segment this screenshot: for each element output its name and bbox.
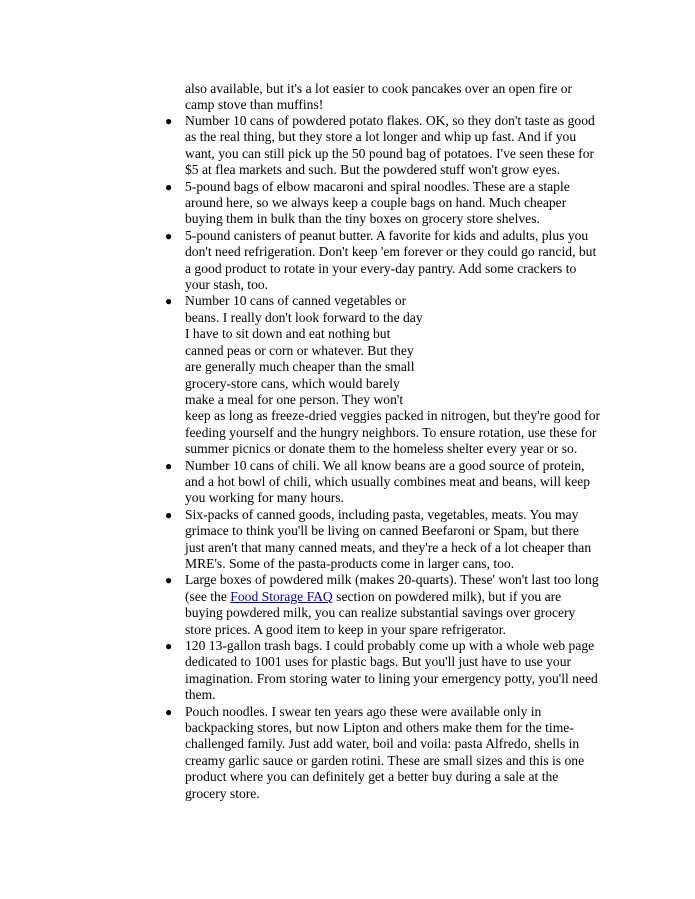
bullet-icon: ●	[165, 704, 173, 719]
list-item	[165, 293, 601, 457]
list-item	[165, 457, 600, 507]
bullet-icon: ●	[165, 294, 173, 309]
item-text: Six-packs of canned goods, including pasta, vegetables, meats. You may grimace to think you'll be living on canned Beefaroni or Spam, but there just aren't that many canned meats, and they're a heck of a lot cheaper than MRE's. Some of the pasta-products come in larger cans, too.	[185, 506, 592, 571]
list-item	[165, 638, 600, 704]
continuation-paragraph: also available, but it's a lot easier to cook pancakes over an open fire or camp stove than muffins!	[185, 81, 573, 113]
bullet-icon: ●	[165, 573, 173, 588]
bullet-icon: ●	[165, 114, 173, 128]
bullet-icon: ●	[165, 228, 173, 243]
list-item	[165, 703, 600, 802]
item-text: Number 10 cans of powdered potato flakes. OK, so they don't taste as good as the real thing, but they store a lot longer and whip up fast. And if you want, you can still pick up the 50 pound bag of potatoes. I've seen these for $5 at flea markets and such. But the powdered stuff won't grow eyes.	[185, 113, 595, 178]
item-text: Number 10 cans of chili. We all know beans are a good source of protein, and a hot bowl of chili, which usually combines meat and beans, will keep you working for many hours.	[185, 457, 591, 506]
item-text-before-link: Large boxes of powdered milk (makes 20-quarts). These' won't last too long (see the	[185, 572, 599, 604]
item-text: Pouch noodles. I swear ten years ago these were available only in backpacking stores, but now Lipton and others make them for the time-challenged family. Just add water, boil and voila: pasta Alfredo, shells in creamy garlic sauce or garden rotini. These are small sizes and this is one product where you can definitely get a better buy during a sale at the grocery store.	[185, 703, 585, 801]
item-text: 5-pound bags of elbow macaroni and spiral noodles. These are a staple around here, so we always keep a couple bags on hand. Much cheaper buying them in bulk than the tiny boxes on grocery store shelves.	[185, 178, 570, 227]
item-text: 5-pound canisters of peanut butter. A favorite for kids and adults, plus you don't need refrigeration. Don't keep 'em forever or they could go rancid, but a good product to rotate in your every-day pantry. Add some crackers to your stash, too.	[185, 227, 597, 293]
item-text-narrow: Number 10 cans of canned vegetables or beans. I really don't look forward to the day I have to sit down and eat nothing but canned peas or corn or whatever. But they are generally much cheaper than the small grocery-store cans, which would barely make a meal for one person. They won't	[185, 293, 423, 407]
list-item	[165, 227, 600, 294]
item-text-after-link: section on powdered milk), but if you are buying powdered milk, you can realize substantial savings over grocery store prices. A good item to keep in your spare refrigerator.	[185, 588, 576, 637]
item-text-rest: keep as long as freeze-dried veggies packed in nitrogen, but they're good for feeding yourself and the hungry neighbors. To ensure rotation, use these for summer picnics or donate them to the homeless shelter every year or so.	[185, 408, 601, 457]
list-item	[165, 113, 600, 179]
list-item	[165, 572, 600, 638]
storage-item-list	[165, 113, 601, 802]
food-storage-faq-link[interactable]: Food Storage FAQ	[230, 588, 333, 604]
bullet-icon: ●	[165, 179, 173, 194]
item-text: 120 13-gallon trash bags. I could probably come up with a whole web page dedicated to 1001 uses for plastic bags. But you'll just have to use your imagination. From storing water to lining your emergency potty, you'll need them.	[185, 638, 598, 703]
bullet-icon: ●	[165, 639, 173, 653]
bullet-icon: ●	[165, 507, 173, 522]
list-item	[165, 506, 600, 573]
list-item	[165, 178, 600, 228]
bullet-icon: ●	[165, 458, 173, 473]
